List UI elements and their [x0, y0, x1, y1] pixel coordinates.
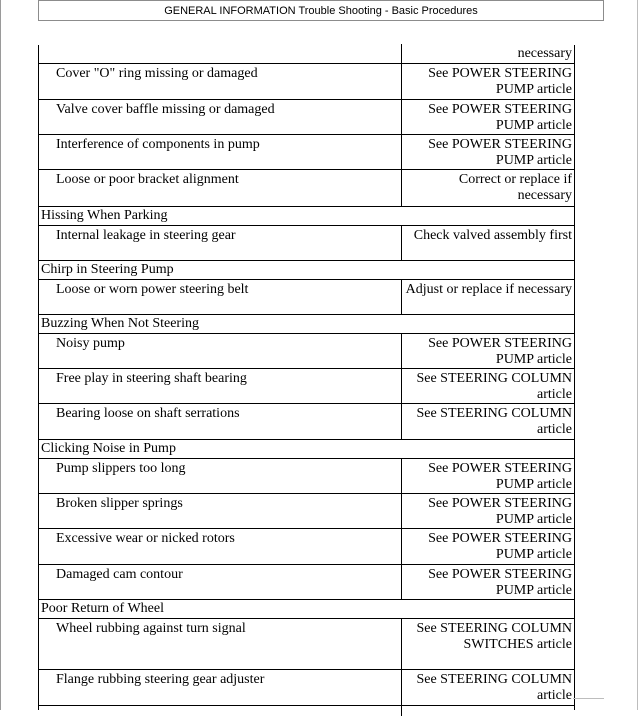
cause-text: Loose or worn power steering belt	[56, 282, 249, 297]
page-left-edge	[0, 0, 1, 710]
cause-text: Valve cover baffle missing or damaged	[56, 102, 275, 117]
action-text: See STEERING COLUMN article	[416, 406, 572, 437]
table-row	[39, 404, 574, 440]
cause-text: Internal leakage in steering gear	[56, 228, 236, 243]
cause-cell	[39, 135, 401, 169]
cause-cell	[39, 100, 401, 134]
cause-cell	[39, 404, 401, 439]
action-text: See POWER STEERING PUMP article	[428, 531, 572, 562]
cause-text: Bearing loose on shaft serrations	[56, 406, 240, 421]
action-cell	[401, 670, 574, 705]
category-title: Poor Return of Wheel	[41, 601, 164, 616]
table-row	[39, 494, 574, 529]
category-row	[39, 440, 574, 459]
page-header: GENERAL INFORMATION Trouble Shooting - Basic Procedures	[38, 0, 604, 21]
action-text: See STEERING COLUMN article	[416, 371, 572, 402]
action-text: See STEERING COLUMN SWITCHES article	[416, 621, 572, 652]
table-row	[39, 619, 574, 670]
category-row	[39, 261, 574, 280]
action-text: Adjust or replace if necessary	[405, 282, 572, 297]
action-text: See POWER STEERING PUMP article	[428, 461, 572, 492]
action-text: necessary	[517, 46, 572, 61]
cause-cell	[39, 670, 401, 705]
table-row	[39, 670, 574, 706]
cause-cell	[39, 494, 401, 528]
category-title: Hissing When Parking	[41, 208, 168, 223]
table-row	[39, 100, 574, 135]
action-cell	[401, 529, 574, 564]
cause-text: Noisy pump	[56, 336, 125, 351]
action-cell	[401, 280, 574, 314]
cause-cell	[39, 529, 401, 564]
cause-text: Wheel rubbing against turn signal	[56, 621, 246, 636]
cause-cell	[39, 369, 401, 403]
action-cell	[401, 100, 574, 134]
action-text: See STEERING COLUMN article	[416, 672, 572, 703]
table-row	[39, 170, 574, 207]
table-row	[39, 280, 574, 315]
action-cell	[401, 494, 574, 528]
cause-text: Broken slipper springs	[56, 496, 183, 511]
cause-cell	[39, 706, 401, 716]
cause-text: Damaged cam contour	[56, 567, 183, 582]
cause-cell	[39, 280, 401, 314]
action-cell	[401, 404, 574, 439]
action-cell	[401, 64, 574, 99]
action-cell	[401, 565, 574, 599]
cause-text: Cover "O" ring missing or damaged	[56, 66, 258, 81]
table-row	[39, 369, 574, 404]
action-cell	[401, 135, 574, 169]
action-text: See POWER STEERING PUMP article	[428, 496, 572, 527]
cause-text: Free play in steering shaft bearing	[56, 371, 247, 386]
action-text: Check valved assembly first	[413, 228, 572, 243]
action-text: See POWER STEERING PUMP article	[428, 102, 572, 133]
cause-cell	[39, 565, 401, 599]
action-cell	[401, 226, 574, 260]
cause-cell	[39, 170, 401, 206]
table-row	[39, 226, 574, 261]
action-cell	[401, 369, 574, 403]
category-row	[39, 315, 574, 334]
table-row	[39, 565, 574, 600]
action-cell	[401, 170, 574, 206]
table-row	[39, 529, 574, 565]
cause-text: Excessive wear or nicked rotors	[56, 531, 235, 546]
action-cell	[401, 706, 574, 716]
category-title: Clicking Noise in Pump	[41, 441, 176, 456]
category-row	[39, 207, 574, 226]
action-cell	[401, 619, 574, 669]
cause-cell	[39, 459, 401, 493]
action-text: See POWER STEERING PUMP article	[428, 137, 572, 168]
category-title: Buzzing When Not Steering	[41, 316, 199, 331]
cause-text: Flange rubbing steering gear adjuster	[56, 672, 265, 687]
cause-text: Interference of components in pump	[56, 137, 260, 152]
cause-cell	[39, 44, 401, 63]
cause-cell	[39, 226, 401, 260]
action-text: See POWER STEERING PUMP article	[428, 336, 572, 367]
action-text: Correct or replace if necessary	[458, 172, 572, 203]
page-footer-rule	[573, 698, 604, 699]
action-cell	[401, 334, 574, 368]
table-row	[39, 64, 574, 100]
cause-text: Loose or poor bracket alignment	[56, 172, 239, 187]
cause-text: Pump slippers too long	[56, 461, 186, 476]
cause-cell	[39, 334, 401, 368]
action-text: See POWER STEERING PUMP article	[428, 66, 572, 97]
table-row	[39, 334, 574, 369]
action-cell	[401, 44, 574, 63]
category-row	[39, 600, 574, 619]
trouble-shooting-table	[38, 45, 575, 710]
table-row	[39, 44, 574, 64]
table-row	[39, 706, 574, 716]
cause-cell	[39, 619, 401, 669]
category-title: Chirp in Steering Pump	[41, 262, 174, 277]
cause-cell	[39, 64, 401, 99]
action-text: See POWER STEERING PUMP article	[428, 567, 572, 598]
table-row	[39, 135, 574, 170]
action-cell	[401, 459, 574, 493]
table-row	[39, 459, 574, 494]
